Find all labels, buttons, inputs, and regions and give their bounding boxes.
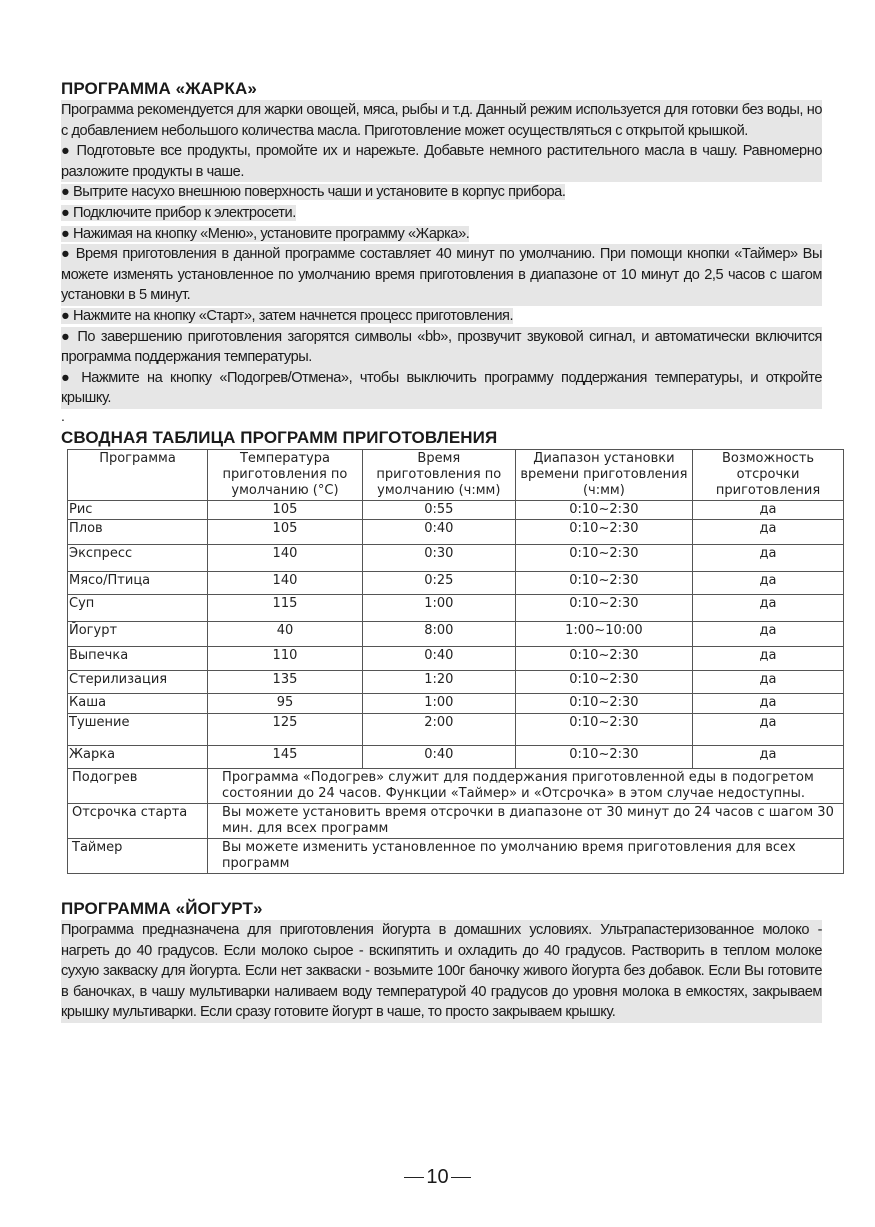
program-name-cell: Йогурт xyxy=(68,621,208,646)
program-name-cell: Каша xyxy=(68,693,208,713)
table-row xyxy=(68,713,844,745)
table-cell: 0:10~2:30 xyxy=(515,713,692,745)
column-header: Время приготовления по умолчанию (ч:мм) xyxy=(362,449,515,500)
fry-intro: Программа рекомендуется для жарки овощей, мяса, рыбы и т.д. Данный режим используется для готовки без воды, но с добавлением небольшого количества масла. Приготовление может осуществляться с открытой крышкой. xyxy=(61,100,822,141)
table-cell: 0:10~2:30 xyxy=(515,571,692,594)
fry-step: ● Нажимая на кнопку «Меню», установите программу «Жарка». xyxy=(61,225,470,242)
column-header: Температура приготовления по умолчанию (°C) xyxy=(208,449,363,500)
table-cell: 105 xyxy=(208,500,363,519)
footer-rule xyxy=(404,1177,424,1178)
table-header-row xyxy=(68,449,844,500)
note-text-cell: Вы можете установить время отсрочки в диапазоне от 30 минут до 24 часов с шагом 30 мин. для всех программ xyxy=(208,803,844,838)
column-header: Диапазон установки времени приготовления (ч:мм) xyxy=(515,449,692,500)
stray-dot: . xyxy=(61,407,65,424)
summary-table xyxy=(67,449,844,874)
table-row xyxy=(68,670,844,693)
table-cell: 0:55 xyxy=(362,500,515,519)
table-cell: 135 xyxy=(208,670,363,693)
yogurt-text: Программа предназначена для приготовления йогурта в домашних условиях. Ультрапастеризованное молоко - нагреть до 40 градусов. Если молоко сырое - вскипятить и охладить до 40 градусов. Растворить в теплом молоке сухую закваску для йогурта. Если нет закваски - возьмите 100г баночку живого йогурта без добавок. Если Вы готовите в баночках, в чашу мультиварки наливаем воду температурой 40 градусов до уровня молока в емкостях, закрываем крышку мультиварки. Если сразу готовите йогурт в чаше, то просто закрываем крышку. xyxy=(61,920,822,1023)
table-cell: 0:40 xyxy=(362,646,515,670)
fry-step: ● Подключите прибор к электросети. xyxy=(61,204,296,221)
fry-program-title: ПРОГРАММА «ЖАРКА» xyxy=(61,79,257,98)
program-rows xyxy=(68,500,844,768)
footer-rule xyxy=(451,1177,471,1178)
note-text-cell: Вы можете изменить установленное по умолчанию время приготовления для всех программ xyxy=(208,838,844,873)
fry-step: ● Нажмите на кнопку «Старт», затем начнется процесс приготовления. xyxy=(61,307,514,324)
table-cell: 0:10~2:30 xyxy=(515,646,692,670)
page-number-footer xyxy=(0,1166,875,1189)
table-cell: да xyxy=(693,571,844,594)
yogurt-program-title: ПРОГРАММА «ЙОГУРТ» xyxy=(61,898,263,918)
program-name-cell: Экспресс xyxy=(68,544,208,571)
table-cell: да xyxy=(693,670,844,693)
table-cell: да xyxy=(693,621,844,646)
table-cell: 2:00 xyxy=(362,713,515,745)
table-cell: 0:10~2:30 xyxy=(515,693,692,713)
table-cell: 0:10~2:30 xyxy=(515,594,692,621)
table-cell: да xyxy=(693,693,844,713)
page-content xyxy=(61,78,834,1023)
summary-table-title: СВОДНАЯ ТАБЛИЦА ПРОГРАММ ПРИГОТОВЛЕНИЯ xyxy=(61,427,498,447)
fry-step: ● Нажмите на кнопку «Подогрев/Отмена», чтобы выключить программу поддержания температуры, и откройте крышку. xyxy=(61,368,822,409)
table-cell: 140 xyxy=(208,571,363,594)
table-row xyxy=(68,621,844,646)
table-row xyxy=(68,594,844,621)
table-cell: 40 xyxy=(208,621,363,646)
table-row xyxy=(68,693,844,713)
program-name-cell: Жарка xyxy=(68,745,208,768)
table-cell: да xyxy=(693,544,844,571)
note-text-cell: Программа «Подогрев» служит для поддержания приготовленной еды в подогретом состоянии до 24 часов. Функции «Таймер» и «Отсрочка» в этом случае недоступны. xyxy=(208,768,844,803)
program-name-cell: Суп xyxy=(68,594,208,621)
fry-step: ● Подготовьте все продукты, промойте их и нарежьте. Добавьте немного растительного масла в чашу. Равномерно разложите продукты в чаше. xyxy=(61,141,822,182)
table-cell: 140 xyxy=(208,544,363,571)
table-cell: 0:10~2:30 xyxy=(515,544,692,571)
table-cell: 0:40 xyxy=(362,519,515,544)
table-row xyxy=(68,571,844,594)
fry-program-body xyxy=(61,100,822,409)
table-cell: 1:20 xyxy=(362,670,515,693)
table-cell: 1:00 xyxy=(362,693,515,713)
table-cell: 0:25 xyxy=(362,571,515,594)
table-row xyxy=(68,646,844,670)
table-row xyxy=(68,745,844,768)
note-name-cell: Отсрочка старта xyxy=(68,803,208,838)
program-name-cell: Тушение xyxy=(68,713,208,745)
fry-step: ● Вытрите насухо внешнюю поверхность чаши и установите в корпус прибора. xyxy=(61,184,566,201)
table-cell: 1:00 xyxy=(362,594,515,621)
table-cell: да xyxy=(693,519,844,544)
note-row xyxy=(68,803,844,838)
table-cell: 1:00~10:00 xyxy=(515,621,692,646)
note-row xyxy=(68,768,844,803)
note-row xyxy=(68,838,844,873)
column-header: Возможность отсрочки приготовления xyxy=(693,449,844,500)
table-cell: 0:10~2:30 xyxy=(515,745,692,768)
table-row xyxy=(68,519,844,544)
table-cell: 0:10~2:30 xyxy=(515,519,692,544)
table-cell: 8:00 xyxy=(362,621,515,646)
table-cell: 115 xyxy=(208,594,363,621)
fry-step: ● По завершению приготовления загорятся символы «bb», прозвучит звуковой сигнал, и автоматически включится программа поддержания температуры. xyxy=(61,327,822,368)
program-name-cell: Плов xyxy=(68,519,208,544)
table-row xyxy=(68,544,844,571)
yogurt-program-body xyxy=(61,920,822,1023)
table-cell: да xyxy=(693,500,844,519)
table-cell: 0:30 xyxy=(362,544,515,571)
table-cell: 0:10~2:30 xyxy=(515,670,692,693)
table-cell: 105 xyxy=(208,519,363,544)
table-row xyxy=(68,500,844,519)
table-cell: да xyxy=(693,713,844,745)
table-cell: 0:10~2:30 xyxy=(515,500,692,519)
program-name-cell: Выпечка xyxy=(68,646,208,670)
page-number: 10 xyxy=(426,1166,449,1188)
table-cell: 0:40 xyxy=(362,745,515,768)
fry-step: ● Время приготовления в данной программе составляет 40 минут по умолчанию. При помощи кнопки «Таймер» Вы можете изменять установленное по умолчанию время приготовления в диапазоне от 10 минут до 2,5 часов с шагом установки в 5 минут. xyxy=(61,244,822,306)
table-cell: да xyxy=(693,646,844,670)
table-cell: 95 xyxy=(208,693,363,713)
note-rows xyxy=(68,768,844,873)
program-name-cell: Стерилизация xyxy=(68,670,208,693)
column-header: Программа xyxy=(68,449,208,500)
table-cell: 145 xyxy=(208,745,363,768)
program-name-cell: Мясо/Птица xyxy=(68,571,208,594)
table-cell: да xyxy=(693,594,844,621)
note-name-cell: Таймер xyxy=(68,838,208,873)
note-name-cell: Подогрев xyxy=(68,768,208,803)
table-cell: 125 xyxy=(208,713,363,745)
program-name-cell: Рис xyxy=(68,500,208,519)
table-cell: 110 xyxy=(208,646,363,670)
table-cell: да xyxy=(693,745,844,768)
